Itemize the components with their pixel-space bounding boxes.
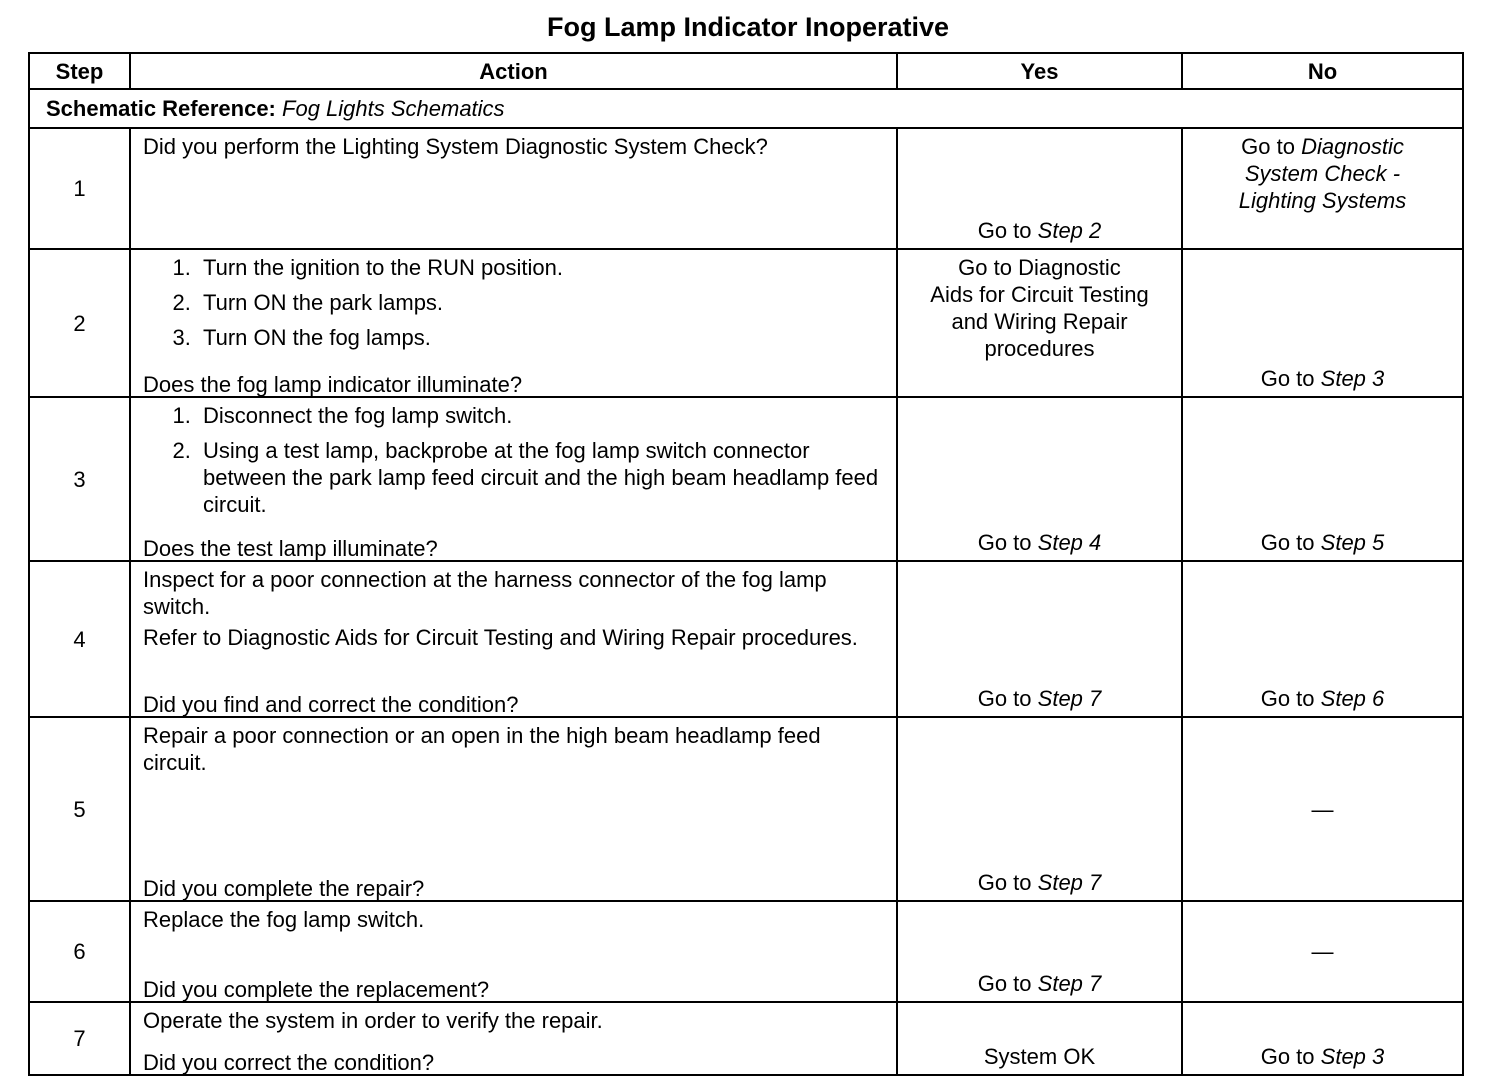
step-number: 2 bbox=[29, 249, 130, 397]
action-question: Did you complete the replacement? bbox=[143, 977, 490, 1002]
table-row bbox=[29, 397, 1463, 561]
step-number: 7 bbox=[29, 1002, 130, 1075]
action-text: Repair a poor connection or an open in the high beam headlamp feed circuit. bbox=[143, 723, 821, 775]
go-to-label: Go to bbox=[1260, 1044, 1315, 1069]
go-to-label: Go to bbox=[977, 218, 1032, 243]
yes-cell bbox=[897, 561, 1182, 717]
step-number: 4 bbox=[29, 561, 130, 717]
yes-link[interactable]: procedures bbox=[984, 336, 1095, 361]
action-step: 2. Using a test lamp, backprobe at the fog lamp switch connector between the park lamp feed circuit and the high beam headlamp feed circuit. bbox=[197, 437, 888, 518]
yes-link[interactable]: Step 2 bbox=[1037, 218, 1102, 243]
yes-cell bbox=[897, 717, 1182, 901]
action-cell bbox=[130, 561, 897, 717]
action-question: Did you complete the repair? bbox=[143, 876, 425, 901]
schematic-link[interactable]: Fog Lights Schematics bbox=[282, 96, 505, 121]
action-text: Did you perform the Lighting System Diagnostic System Check? bbox=[143, 134, 768, 159]
action-step: 1. Disconnect the fog lamp switch. bbox=[197, 402, 888, 429]
go-to-label: Go to bbox=[1260, 366, 1315, 391]
step-number: 5 bbox=[29, 717, 130, 901]
yes-cell bbox=[897, 901, 1182, 1002]
action-question: Does the test lamp illuminate? bbox=[143, 536, 438, 561]
go-to-label: Go to bbox=[1260, 686, 1315, 711]
action-cell bbox=[130, 1002, 897, 1075]
header-action: Action bbox=[130, 53, 897, 89]
no-cell-empty: — bbox=[1182, 717, 1463, 901]
action-step: 1. Turn the ignition to the RUN position. bbox=[197, 254, 888, 281]
go-to-label: Go to bbox=[977, 870, 1032, 895]
no-cell bbox=[1182, 128, 1463, 249]
step-number: 1 bbox=[29, 128, 130, 249]
no-link[interactable]: System Check - bbox=[1244, 161, 1401, 186]
no-link[interactable]: Diagnostic bbox=[1301, 134, 1404, 159]
table-row bbox=[29, 561, 1463, 717]
schematic-row bbox=[29, 89, 1463, 128]
step-number: 6 bbox=[29, 901, 130, 1002]
header-yes: Yes bbox=[897, 53, 1182, 89]
action-steps bbox=[143, 254, 888, 351]
no-cell bbox=[1182, 249, 1463, 397]
no-cell bbox=[1182, 397, 1463, 561]
schematic-label: Schematic Reference: bbox=[46, 96, 276, 121]
no-cell bbox=[1182, 561, 1463, 717]
action-text: Replace the fog lamp switch. bbox=[143, 907, 425, 932]
diagnostic-table bbox=[28, 52, 1464, 1076]
yes-cell bbox=[897, 249, 1182, 397]
go-to-label: Go to bbox=[977, 971, 1032, 996]
action-text: Operate the system in order to verify the repair. bbox=[143, 1008, 603, 1033]
action-cell bbox=[130, 717, 897, 901]
no-link[interactable]: Step 3 bbox=[1320, 366, 1385, 391]
table-row bbox=[29, 901, 1463, 1002]
action-cell bbox=[130, 128, 897, 249]
page-title: Fog Lamp Indicator Inoperative bbox=[546, 12, 950, 42]
yes-cell: System OK bbox=[897, 1002, 1182, 1075]
table-row bbox=[29, 717, 1463, 901]
yes-link[interactable]: Step 4 bbox=[1037, 530, 1102, 555]
table-row bbox=[29, 1002, 1463, 1075]
yes-link[interactable]: Step 7 bbox=[1037, 971, 1102, 996]
yes-cell bbox=[897, 128, 1182, 249]
no-link[interactable]: Step 3 bbox=[1320, 1044, 1385, 1069]
action-question: Did you correct the condition? bbox=[143, 1050, 435, 1075]
go-to-label: Go to bbox=[977, 530, 1032, 555]
go-to-label: Go to bbox=[1260, 530, 1315, 555]
action-step: 3. Turn ON the fog lamps. bbox=[197, 324, 888, 351]
yes-link[interactable]: Step 7 bbox=[1037, 870, 1102, 895]
go-to-label: Go to bbox=[977, 686, 1032, 711]
go-to-label: Go to bbox=[1241, 134, 1295, 159]
no-cell-empty: — bbox=[1182, 901, 1463, 1002]
yes-link[interactable]: and Wiring Repair bbox=[951, 309, 1128, 334]
header-step: Step bbox=[29, 53, 130, 89]
no-link[interactable]: Step 6 bbox=[1320, 686, 1385, 711]
yes-link[interactable]: Go to Diagnostic bbox=[958, 255, 1121, 280]
table-row bbox=[29, 128, 1463, 249]
no-link[interactable]: Step 5 bbox=[1320, 530, 1385, 555]
action-question: Did you find and correct the condition? bbox=[143, 692, 519, 717]
action-text: Inspect for a poor connection at the harness connector of the fog lamp switch. bbox=[143, 567, 827, 619]
yes-link[interactable]: Step 7 bbox=[1037, 686, 1102, 711]
yes-link[interactable]: Aids for Circuit Testing bbox=[930, 282, 1149, 307]
step-number: 3 bbox=[29, 397, 130, 561]
header-row bbox=[29, 53, 1463, 89]
action-steps bbox=[143, 402, 888, 518]
no-link[interactable]: Lighting Systems bbox=[1238, 188, 1407, 213]
schematic-reference bbox=[29, 89, 1463, 128]
action-cell bbox=[130, 249, 897, 397]
yes-cell bbox=[897, 397, 1182, 561]
action-cell bbox=[130, 901, 897, 1002]
action-text: Refer to Diagnostic Aids for Circuit Testing and Wiring Repair procedures. bbox=[143, 625, 858, 650]
action-question: Does the fog lamp indicator illuminate? bbox=[143, 372, 523, 397]
no-cell bbox=[1182, 1002, 1463, 1075]
header-no: No bbox=[1182, 53, 1463, 89]
action-step: 2. Turn ON the park lamps. bbox=[197, 289, 888, 316]
action-cell bbox=[130, 397, 897, 561]
table-row bbox=[29, 249, 1463, 397]
